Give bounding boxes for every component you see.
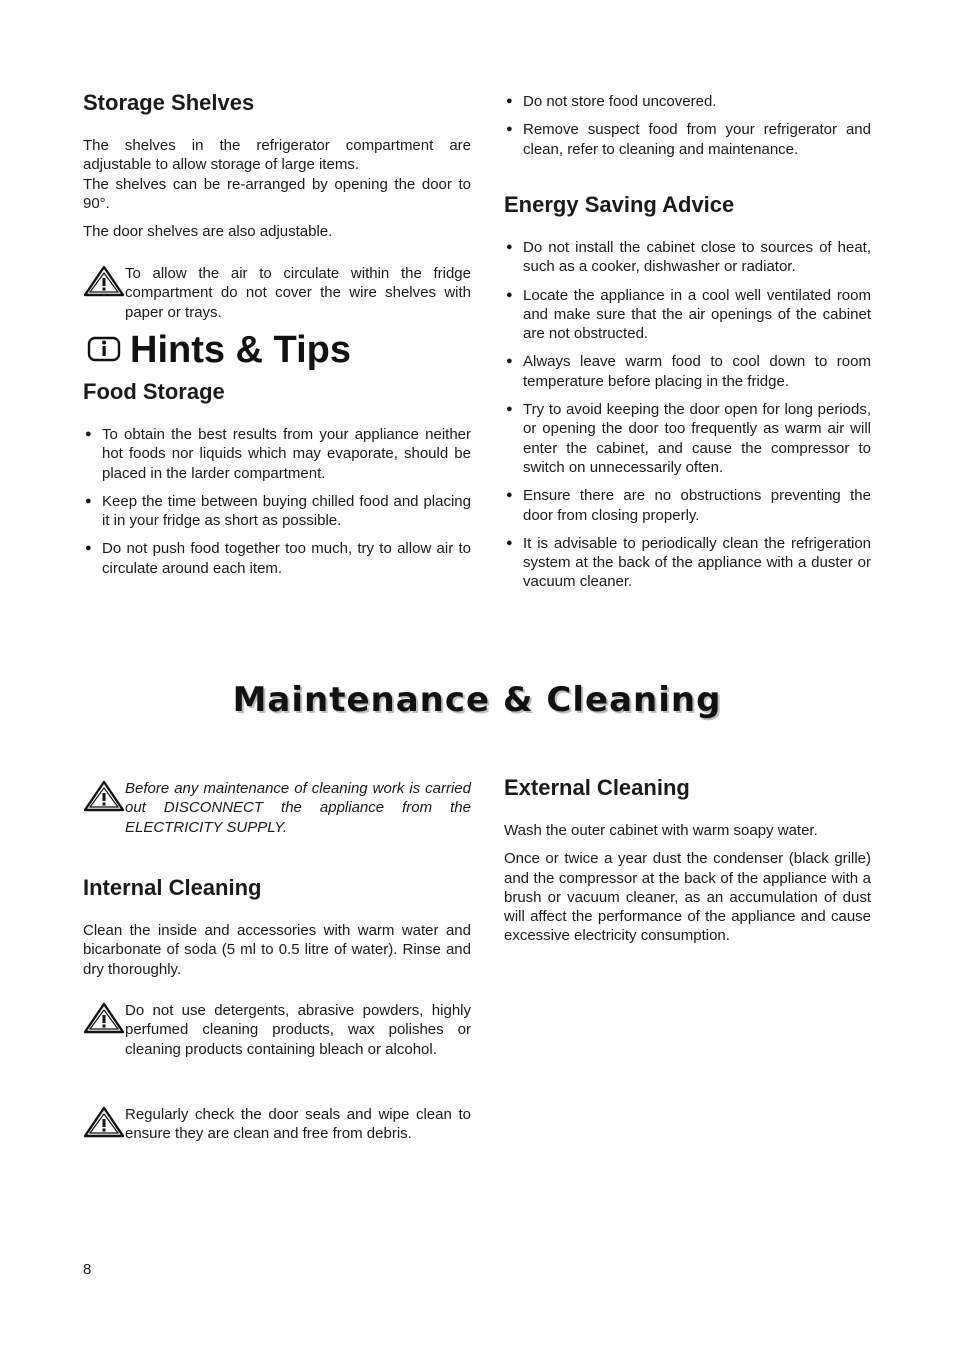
warning-icon bbox=[83, 264, 125, 322]
list-item: ● It is advisable to periodically clean the refrigeration system at the back of the appliance with a duster or vacuum cleaner. bbox=[506, 534, 871, 591]
internal-cleaning-heading: Internal Cleaning bbox=[83, 875, 262, 900]
storage-shelves-p2: The shelves can be re-arranged by opening the door to 90°. bbox=[83, 175, 471, 212]
door-seals-warning bbox=[83, 1105, 471, 1144]
maintenance-title: Maintenance & Cleaning bbox=[232, 680, 722, 720]
shelves-warning-text: To allow the air to circulate within the fridge compartment do not cover the wire shelves with paper or trays. bbox=[125, 265, 471, 321]
list-item: ● Always leave warm food to cool down to room temperature before placing in the fridge. bbox=[506, 353, 871, 390]
list-item: ● Remove suspect food from your refrigerator and clean, refer to cleaning and maintenance. bbox=[506, 121, 871, 158]
warning-icon bbox=[83, 779, 125, 837]
page-number: 8 bbox=[83, 1261, 92, 1278]
list-item: ● Do not push food together too much, try to allow air to circulate around each item. bbox=[85, 540, 471, 577]
storage-shelves-heading: Storage Shelves bbox=[83, 90, 255, 115]
storage-shelves-p3: The door shelves are also adjustable. bbox=[83, 223, 333, 241]
list-item: ● Do not install the cabinet close to sources of heat, such as a cooker, dishwasher or radiator. bbox=[506, 239, 871, 276]
info-icon bbox=[86, 330, 126, 370]
list-item: ● Try to avoid keeping the door open for long periods, or opening the door too frequently as warm air will enter the cabinet, and cause the compressor to switch on unnecessarily often. bbox=[506, 401, 871, 476]
list-item: ● To obtain the best results from your appliance neither hot foods nor liquids which may evaporate, should be placed in the larder compartment. bbox=[85, 426, 471, 482]
detergent-warning bbox=[83, 1001, 471, 1059]
internal-cleaning-body bbox=[83, 921, 471, 979]
detergent-warning-text: Do not use detergents, abrasive powders, highly perfumed cleaning products, wax polishes or cleaning products containing bleach or alcohol. bbox=[125, 1002, 471, 1058]
internal-cleaning-p1: Clean the inside and accessories with warm water and bicarbonate of soda (5 ml to 0.5 litre of water). Rinse and dry thoroughly. bbox=[83, 922, 471, 978]
maintenance-warning bbox=[83, 779, 471, 837]
warning-icon bbox=[83, 1105, 125, 1144]
food-storage-heading: Food Storage bbox=[83, 379, 225, 404]
warning-icon bbox=[83, 1001, 125, 1059]
food-storage-list bbox=[83, 425, 471, 587]
hints-title-text: Hints & Tips bbox=[130, 329, 351, 371]
list-item: ● Locate the appliance in a cool well ventilated room and make sure that the air openings of the cabinet are not obstructed. bbox=[506, 286, 871, 343]
external-cleaning-p1: Wash the outer cabinet with warm soapy water. bbox=[504, 822, 818, 839]
hints-title bbox=[86, 328, 351, 372]
storage-shelves-p1: The shelves in the refrigerator compartment are adjustable to allow storage of large items. bbox=[83, 137, 471, 174]
list-item: ● Do not store food uncovered. bbox=[506, 93, 717, 110]
external-cleaning-p2: Once or twice a year dust the condenser (black grille) and the compressor at the back of the appliance with a brush or vacuum cleaner, as an accumulation of dust will affect the performance of the appliance and cause excessive electricity consumption. bbox=[504, 850, 871, 945]
door-seals-warning-text: Regularly check the door seals and wipe clean to ensure they are clean and free from debris. bbox=[125, 1106, 471, 1143]
food-storage-list-continued bbox=[504, 92, 871, 168]
storage-shelves-body bbox=[83, 136, 471, 241]
external-cleaning-body bbox=[504, 821, 871, 946]
maintenance-warning-text: Before any maintenance of cleaning work is carried out DISCONNECT the appliance from the ELECTRICITY SUPPLY. bbox=[125, 780, 471, 836]
list-item: ● Keep the time between buying chilled food and placing it in your fridge as short as possible. bbox=[85, 492, 471, 530]
shelves-warning bbox=[83, 264, 471, 322]
energy-heading: Energy Saving Advice bbox=[504, 192, 735, 217]
energy-list bbox=[504, 238, 871, 601]
external-cleaning-heading: External Cleaning bbox=[504, 775, 690, 800]
list-item: ● Ensure there are no obstructions preventing the door from closing properly. bbox=[506, 487, 871, 524]
